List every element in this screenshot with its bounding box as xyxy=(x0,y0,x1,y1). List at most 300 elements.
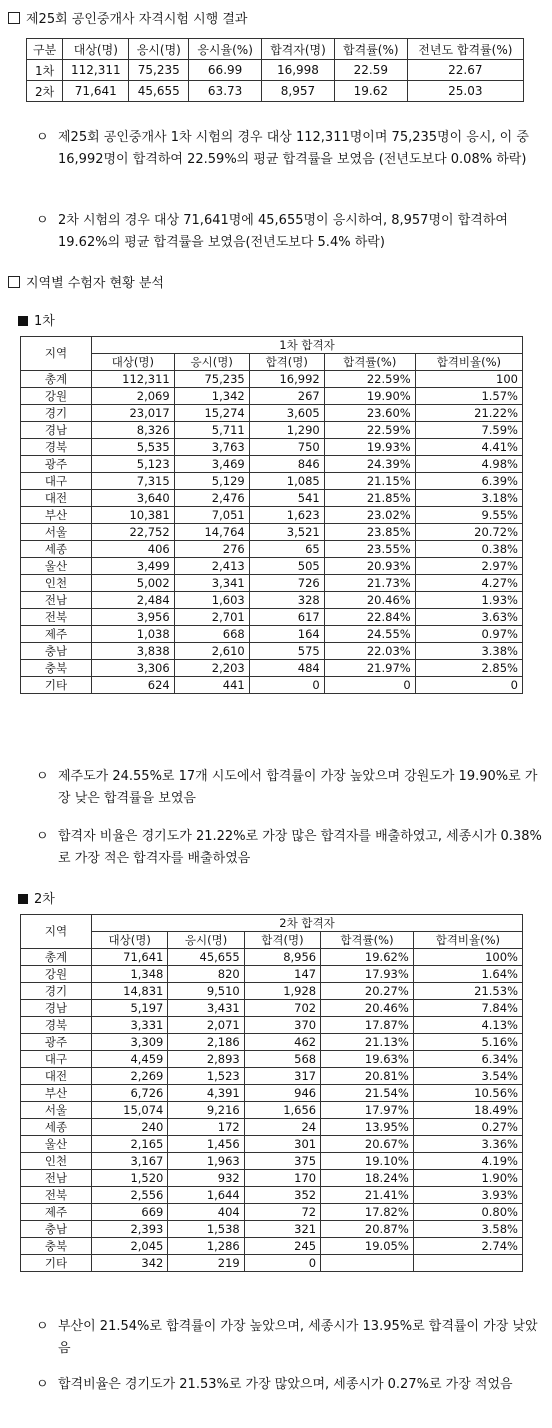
table-row xyxy=(21,1238,523,1255)
value-cell: 404 xyxy=(168,1204,244,1221)
region-cell: 경남 xyxy=(21,422,92,439)
value-cell: 21.97% xyxy=(324,660,415,677)
round2-group-header-row xyxy=(21,915,523,932)
value-cell: 2.74% xyxy=(413,1238,522,1255)
value-cell: 3,306 xyxy=(92,660,175,677)
region-cell: 전북 xyxy=(21,609,92,626)
value-cell: 1.64% xyxy=(413,966,522,983)
value-cell: 462 xyxy=(244,1034,320,1051)
region-cell: 울산 xyxy=(21,1136,92,1153)
value-cell: 8,326 xyxy=(92,422,175,439)
value-cell: 846 xyxy=(249,456,324,473)
region-cell: 강원 xyxy=(21,388,92,405)
region-cell: 전남 xyxy=(21,592,92,609)
value-cell: 4,459 xyxy=(92,1051,168,1068)
value-cell: 375 xyxy=(244,1153,320,1170)
value-cell: 505 xyxy=(249,558,324,575)
value-cell: 17.93% xyxy=(321,966,414,983)
value-cell: 20.72% xyxy=(415,524,522,541)
value-cell: 3,499 xyxy=(92,558,175,575)
page-title-row xyxy=(8,8,247,27)
table-row xyxy=(21,1255,523,1272)
value-cell: 10.56% xyxy=(413,1085,522,1102)
region-cell: 인천 xyxy=(21,1153,92,1170)
value-cell: 24.39% xyxy=(324,456,415,473)
value-cell: 170 xyxy=(244,1170,320,1187)
value-cell: 1,644 xyxy=(168,1187,244,1204)
summary-row xyxy=(27,81,524,102)
value-cell: 7,051 xyxy=(174,507,249,524)
value-cell: 0 xyxy=(415,677,522,694)
value-cell: 568 xyxy=(244,1051,320,1068)
region-cell: 대구 xyxy=(21,1051,92,1068)
summary-cell: 1차 xyxy=(27,60,63,81)
summary-cell: 75,235 xyxy=(129,60,189,81)
section-title: 지역별 수험자 현황 분석 xyxy=(26,276,164,291)
summary-cell: 19.62 xyxy=(334,81,407,102)
table-row xyxy=(21,1051,523,1068)
value-cell: 702 xyxy=(244,1000,320,1017)
value-cell xyxy=(413,1255,522,1272)
round2-label-row xyxy=(18,888,55,907)
value-cell: 932 xyxy=(168,1170,244,1187)
bullet-item xyxy=(36,1374,548,1418)
region-header-cell: 지역 xyxy=(21,337,92,371)
value-cell: 24.55% xyxy=(324,626,415,643)
region-cell: 제주 xyxy=(21,1204,92,1221)
value-cell: 18.49% xyxy=(413,1102,522,1119)
value-cell: 14,831 xyxy=(92,983,168,1000)
round1-col-header-row xyxy=(21,354,523,371)
region-cell: 대전 xyxy=(21,1068,92,1085)
table-row xyxy=(21,949,523,966)
value-cell: 3,331 xyxy=(92,1017,168,1034)
col-header-cell: 합격비율(%) xyxy=(415,354,522,371)
value-cell: 72 xyxy=(244,1204,320,1221)
value-cell: 3,309 xyxy=(92,1034,168,1051)
table-row xyxy=(21,677,523,694)
value-cell: 3,763 xyxy=(174,439,249,456)
bullet-text: 합격비율은 경기도가 21.53%로 가장 많았으며, 세종시가 0.27%로 가장 적었음 xyxy=(58,1377,513,1392)
bullet-item xyxy=(36,766,548,810)
value-cell: 7.84% xyxy=(413,1000,522,1017)
value-cell: 172 xyxy=(168,1119,244,1136)
value-cell: 21.41% xyxy=(321,1187,414,1204)
summary-cell: 63.73 xyxy=(189,81,262,102)
value-cell: 2,269 xyxy=(92,1068,168,1085)
table-row xyxy=(21,983,523,1000)
value-cell: 1,928 xyxy=(244,983,320,1000)
value-cell: 21.22% xyxy=(415,405,522,422)
summary-table xyxy=(26,38,524,102)
value-cell: 20.87% xyxy=(321,1221,414,1238)
region-header-cell: 지역 xyxy=(21,915,92,949)
value-cell: 624 xyxy=(92,677,175,694)
table-row xyxy=(21,490,523,507)
value-cell: 484 xyxy=(249,660,324,677)
value-cell: 2,069 xyxy=(92,388,175,405)
value-cell: 23.85% xyxy=(324,524,415,541)
region-cell: 인천 xyxy=(21,575,92,592)
round2-table xyxy=(20,914,523,1272)
value-cell: 6,726 xyxy=(92,1085,168,1102)
value-cell: 1,538 xyxy=(168,1221,244,1238)
value-cell: 164 xyxy=(249,626,324,643)
table-row xyxy=(21,1034,523,1051)
value-cell: 3,605 xyxy=(249,405,324,422)
value-cell xyxy=(321,1255,414,1272)
table-row xyxy=(21,626,523,643)
value-cell: 17.82% xyxy=(321,1204,414,1221)
summary-header-cell: 전년도 합격률(%) xyxy=(407,39,523,60)
value-cell: 17.87% xyxy=(321,1017,414,1034)
bullet-marker: ㅇ xyxy=(36,130,49,145)
region-cell: 광주 xyxy=(21,1034,92,1051)
value-cell: 100 xyxy=(415,371,522,388)
value-cell: 19.62% xyxy=(321,949,414,966)
region-cell: 경기 xyxy=(21,983,92,1000)
value-cell: 1,603 xyxy=(174,592,249,609)
table-row xyxy=(21,1085,523,1102)
bullet-text: 부산이 21.54%로 합격률이 가장 높았으며, 세종시가 13.95%로 합격률이 가장 낮았음 xyxy=(58,1319,538,1356)
round2-col-header-row xyxy=(21,932,523,949)
round1-table xyxy=(20,336,523,694)
value-cell: 0.27% xyxy=(413,1119,522,1136)
value-cell: 2,556 xyxy=(92,1187,168,1204)
value-cell: 23.55% xyxy=(324,541,415,558)
region-cell: 세종 xyxy=(21,1119,92,1136)
value-cell: 1,456 xyxy=(168,1136,244,1153)
value-cell: 3,838 xyxy=(92,643,175,660)
region-cell: 기타 xyxy=(21,1255,92,1272)
value-cell: 20.46% xyxy=(321,1000,414,1017)
value-cell: 20.93% xyxy=(324,558,415,575)
region-cell: 울산 xyxy=(21,558,92,575)
value-cell: 3,469 xyxy=(174,456,249,473)
table-row xyxy=(21,422,523,439)
bullet-item xyxy=(36,1316,548,1360)
summary-cell: 16,998 xyxy=(261,60,334,81)
region-cell: 제주 xyxy=(21,626,92,643)
value-cell: 19.05% xyxy=(321,1238,414,1255)
value-cell: 441 xyxy=(174,677,249,694)
col-header-cell: 합격률(%) xyxy=(321,932,414,949)
value-cell: 2,186 xyxy=(168,1034,244,1051)
summary-cell: 112,311 xyxy=(63,60,129,81)
col-header-cell: 합격(명) xyxy=(249,354,324,371)
round2-label: 2차 xyxy=(34,892,55,907)
value-cell: 617 xyxy=(249,609,324,626)
col-header-cell: 합격(명) xyxy=(244,932,320,949)
value-cell: 5,002 xyxy=(92,575,175,592)
bullet-text: 2차 시험의 경우 대상 71,641명에 45,655명이 응시하여, 8,957명이 합격하여 19.62%의 평균 합격률을 보였음(전년도보다 5.4% 하락) xyxy=(58,213,508,250)
value-cell: 6.34% xyxy=(413,1051,522,1068)
region-cell: 서울 xyxy=(21,1102,92,1119)
value-cell: 4.27% xyxy=(415,575,522,592)
table-row xyxy=(21,558,523,575)
region-cell: 총계 xyxy=(21,949,92,966)
region-cell: 대구 xyxy=(21,473,92,490)
value-cell: 15,074 xyxy=(92,1102,168,1119)
value-cell: 321 xyxy=(244,1221,320,1238)
value-cell: 3.18% xyxy=(415,490,522,507)
bullet-item xyxy=(36,127,548,193)
value-cell: 3,341 xyxy=(174,575,249,592)
region-cell: 대전 xyxy=(21,490,92,507)
region-cell: 경북 xyxy=(21,439,92,456)
value-cell: 4,391 xyxy=(168,1085,244,1102)
table-row xyxy=(21,660,523,677)
table-row xyxy=(21,524,523,541)
bullet-text: 제25회 공인중개사 1차 시험의 경우 대상 112,311명이며 75,235명이 응시, 이 중 16,992명이 합격하여 22.59%의 평균 합격률을 보였음 (전년도보다 0.08% 하락) xyxy=(58,130,529,167)
value-cell: 3,956 xyxy=(92,609,175,626)
value-cell: 20.27% xyxy=(321,983,414,1000)
region-cell: 충북 xyxy=(21,660,92,677)
value-cell: 1.93% xyxy=(415,592,522,609)
region-cell: 강원 xyxy=(21,966,92,983)
table-row xyxy=(21,1221,523,1238)
summary-row xyxy=(27,60,524,81)
value-cell: 71,641 xyxy=(92,949,168,966)
round1-label-row xyxy=(18,310,55,329)
summary-cell: 8,957 xyxy=(261,81,334,102)
value-cell: 20.46% xyxy=(324,592,415,609)
summary-header-cell: 대상(명) xyxy=(63,39,129,60)
value-cell: 0.97% xyxy=(415,626,522,643)
value-cell: 9,216 xyxy=(168,1102,244,1119)
value-cell: 20.81% xyxy=(321,1068,414,1085)
value-cell: 3.38% xyxy=(415,643,522,660)
table-row xyxy=(21,1102,523,1119)
col-header-cell: 합격률(%) xyxy=(324,354,415,371)
value-cell: 22.59% xyxy=(324,422,415,439)
value-cell: 1,623 xyxy=(249,507,324,524)
summary-header-row xyxy=(27,39,524,60)
value-cell: 20.67% xyxy=(321,1136,414,1153)
value-cell: 2,701 xyxy=(174,609,249,626)
table-row xyxy=(21,1153,523,1170)
value-cell: 19.93% xyxy=(324,439,415,456)
round1-group-header-row xyxy=(21,337,523,354)
value-cell: 65 xyxy=(249,541,324,558)
filled-square-icon xyxy=(18,894,28,904)
table-row xyxy=(21,592,523,609)
value-cell: 0 xyxy=(244,1255,320,1272)
value-cell: 3.58% xyxy=(413,1221,522,1238)
value-cell: 3.36% xyxy=(413,1136,522,1153)
value-cell: 301 xyxy=(244,1136,320,1153)
region-cell: 전북 xyxy=(21,1187,92,1204)
value-cell: 669 xyxy=(92,1204,168,1221)
checkbox-square-icon xyxy=(8,12,20,24)
table-row xyxy=(21,1136,523,1153)
value-cell: 370 xyxy=(244,1017,320,1034)
table-row xyxy=(21,405,523,422)
value-cell: 668 xyxy=(174,626,249,643)
col-header-cell: 대상(명) xyxy=(92,932,168,949)
value-cell: 23,017 xyxy=(92,405,175,422)
value-cell: 342 xyxy=(92,1255,168,1272)
region-cell: 세종 xyxy=(21,541,92,558)
region-cell: 기타 xyxy=(21,677,92,694)
value-cell: 21.85% xyxy=(324,490,415,507)
value-cell: 276 xyxy=(174,541,249,558)
value-cell: 2,071 xyxy=(168,1017,244,1034)
value-cell: 0 xyxy=(249,677,324,694)
region-cell: 부산 xyxy=(21,1085,92,1102)
value-cell: 3.54% xyxy=(413,1068,522,1085)
summary-cell: 66.99 xyxy=(189,60,262,81)
value-cell: 2,045 xyxy=(92,1238,168,1255)
value-cell: 9,510 xyxy=(168,983,244,1000)
table-row xyxy=(21,541,523,558)
bullet-text: 제주도가 24.55%로 17개 시도에서 합격률이 가장 높았으며 강원도가 19.90%로 가장 낮은 합격률을 보였음 xyxy=(58,769,538,806)
region-cell: 광주 xyxy=(21,456,92,473)
region-cell: 전남 xyxy=(21,1170,92,1187)
value-cell: 8,956 xyxy=(244,949,320,966)
value-cell: 45,655 xyxy=(168,949,244,966)
summary-cell: 2차 xyxy=(27,81,63,102)
value-cell: 0.38% xyxy=(415,541,522,558)
value-cell: 1.90% xyxy=(413,1170,522,1187)
value-cell: 1,342 xyxy=(174,388,249,405)
value-cell: 4.19% xyxy=(413,1153,522,1170)
value-cell: 4.98% xyxy=(415,456,522,473)
summary-header-cell: 응시율(%) xyxy=(189,39,262,60)
table-row xyxy=(21,1187,523,1204)
value-cell: 2,610 xyxy=(174,643,249,660)
value-cell: 24 xyxy=(244,1119,320,1136)
value-cell: 21.15% xyxy=(324,473,415,490)
value-cell: 2.85% xyxy=(415,660,522,677)
bullet-marker: ㅇ xyxy=(36,1377,49,1392)
value-cell: 1,085 xyxy=(249,473,324,490)
value-cell: 23.60% xyxy=(324,405,415,422)
value-cell: 22,752 xyxy=(92,524,175,541)
value-cell: 16,992 xyxy=(249,371,324,388)
table-row xyxy=(21,1119,523,1136)
summary-cell: 71,641 xyxy=(63,81,129,102)
value-cell: 5.16% xyxy=(413,1034,522,1051)
col-header-cell: 응시(명) xyxy=(174,354,249,371)
table-row xyxy=(21,1170,523,1187)
value-cell: 22.59% xyxy=(324,371,415,388)
value-cell: 2.97% xyxy=(415,558,522,575)
value-cell: 0 xyxy=(324,677,415,694)
filled-square-icon xyxy=(18,316,28,326)
bullet-marker: ㅇ xyxy=(36,1319,49,1334)
value-cell: 7,315 xyxy=(92,473,175,490)
value-cell: 9.55% xyxy=(415,507,522,524)
table-row xyxy=(21,1000,523,1017)
table-row xyxy=(21,473,523,490)
value-cell: 541 xyxy=(249,490,324,507)
summary-cell: 45,655 xyxy=(129,81,189,102)
summary-header-cell: 구분 xyxy=(27,39,63,60)
region-cell: 경남 xyxy=(21,1000,92,1017)
value-cell: 3,167 xyxy=(92,1153,168,1170)
bullet-marker: ㅇ xyxy=(36,769,49,784)
value-cell: 17.97% xyxy=(321,1102,414,1119)
table-row xyxy=(21,966,523,983)
value-cell: 13.95% xyxy=(321,1119,414,1136)
value-cell: 1,348 xyxy=(92,966,168,983)
page-title: 제25회 공인중개사 자격시험 시행 결과 xyxy=(26,12,248,27)
summary-cell: 25.03 xyxy=(407,81,523,102)
value-cell: 22.84% xyxy=(324,609,415,626)
value-cell: 2,484 xyxy=(92,592,175,609)
value-cell: 75,235 xyxy=(174,371,249,388)
summary-header-cell: 응시(명) xyxy=(129,39,189,60)
value-cell: 19.63% xyxy=(321,1051,414,1068)
value-cell: 3.93% xyxy=(413,1187,522,1204)
table-row xyxy=(21,643,523,660)
region-cell: 경기 xyxy=(21,405,92,422)
group-header-cell: 1차 합격자 xyxy=(92,337,523,354)
table-row xyxy=(21,456,523,473)
region-cell: 서울 xyxy=(21,524,92,541)
region-cell: 부산 xyxy=(21,507,92,524)
table-row xyxy=(21,1068,523,1085)
value-cell: 2,893 xyxy=(168,1051,244,1068)
value-cell: 5,123 xyxy=(92,456,175,473)
summary-cell: 22.67 xyxy=(407,60,523,81)
value-cell: 1,523 xyxy=(168,1068,244,1085)
table-row xyxy=(21,388,523,405)
value-cell: 5,535 xyxy=(92,439,175,456)
value-cell: 22.03% xyxy=(324,643,415,660)
value-cell: 4.41% xyxy=(415,439,522,456)
value-cell: 245 xyxy=(244,1238,320,1255)
value-cell: 946 xyxy=(244,1085,320,1102)
table-row xyxy=(21,1017,523,1034)
value-cell: 2,203 xyxy=(174,660,249,677)
value-cell: 7.59% xyxy=(415,422,522,439)
col-header-cell: 합격비율(%) xyxy=(413,932,522,949)
value-cell: 5,711 xyxy=(174,422,249,439)
table-row xyxy=(21,439,523,456)
table-row xyxy=(21,575,523,592)
table-row xyxy=(21,371,523,388)
value-cell: 3,431 xyxy=(168,1000,244,1017)
value-cell: 352 xyxy=(244,1187,320,1204)
value-cell: 240 xyxy=(92,1119,168,1136)
value-cell: 267 xyxy=(249,388,324,405)
value-cell: 1,038 xyxy=(92,626,175,643)
value-cell: 4.13% xyxy=(413,1017,522,1034)
value-cell: 5,129 xyxy=(174,473,249,490)
value-cell: 726 xyxy=(249,575,324,592)
value-cell: 1,963 xyxy=(168,1153,244,1170)
summary-header-cell: 합격자(명) xyxy=(261,39,334,60)
value-cell: 1.57% xyxy=(415,388,522,405)
value-cell: 750 xyxy=(249,439,324,456)
value-cell: 5,197 xyxy=(92,1000,168,1017)
value-cell: 19.90% xyxy=(324,388,415,405)
value-cell: 19.10% xyxy=(321,1153,414,1170)
value-cell: 317 xyxy=(244,1068,320,1085)
checkbox-square-icon xyxy=(8,276,20,288)
value-cell: 2,413 xyxy=(174,558,249,575)
value-cell: 2,165 xyxy=(92,1136,168,1153)
bullet-item xyxy=(36,210,548,254)
region-cell: 충북 xyxy=(21,1238,92,1255)
value-cell: 820 xyxy=(168,966,244,983)
value-cell: 15,274 xyxy=(174,405,249,422)
value-cell: 21.13% xyxy=(321,1034,414,1051)
value-cell: 1,286 xyxy=(168,1238,244,1255)
value-cell: 100% xyxy=(413,949,522,966)
